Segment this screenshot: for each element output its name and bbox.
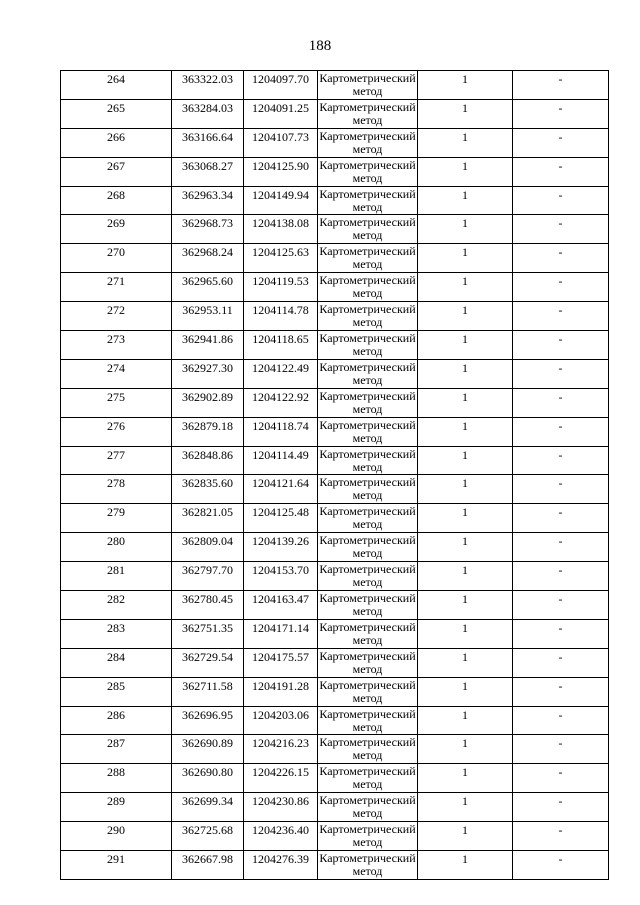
y-coordinate-cell: 1204125.48 (244, 504, 318, 533)
x-coordinate-cell: 362725.68 (172, 822, 244, 851)
table-row (61, 648, 609, 677)
y-coordinate-cell: 1204097.70 (244, 71, 318, 100)
y-coordinate-cell: 1204163.47 (244, 591, 318, 620)
accuracy-cell: 1 (418, 793, 513, 822)
point-number-cell: 281 (61, 562, 172, 591)
accuracy-cell: 1 (418, 99, 513, 128)
coordinates-table-body (61, 71, 609, 880)
table-row (61, 793, 609, 822)
y-coordinate-cell: 1204149.94 (244, 186, 318, 215)
accuracy-cell: 1 (418, 591, 513, 620)
y-coordinate-cell: 1204171.14 (244, 619, 318, 648)
point-number-cell: 269 (61, 215, 172, 244)
x-coordinate-cell: 362729.54 (172, 648, 244, 677)
method-cell: Картометрический метод (319, 331, 416, 359)
method-cell: Картометрический метод (319, 706, 416, 734)
y-coordinate-cell: 1204226.15 (244, 764, 318, 793)
y-coordinate-cell: 1204191.28 (244, 677, 318, 706)
accuracy-cell: 1 (418, 648, 513, 677)
x-coordinate-cell: 362953.11 (172, 302, 244, 331)
point-number-cell: 283 (61, 619, 172, 648)
y-coordinate-cell: 1204125.90 (244, 157, 318, 186)
note-cell: - (513, 244, 609, 273)
y-coordinate-cell: 1204139.26 (244, 533, 318, 562)
table-row (61, 186, 609, 215)
accuracy-cell: 1 (418, 302, 513, 331)
table-row (61, 128, 609, 157)
y-coordinate-cell: 1204230.86 (244, 793, 318, 822)
note-cell: - (513, 562, 609, 591)
table-row (61, 619, 609, 648)
table-row (61, 706, 609, 735)
method-cell: Картометрический метод (319, 186, 416, 214)
table-row (61, 215, 609, 244)
method-cell: Картометрический метод (319, 359, 416, 387)
x-coordinate-cell: 362927.30 (172, 359, 244, 388)
table-row (61, 446, 609, 475)
point-number-cell: 272 (61, 302, 172, 331)
accuracy-cell: 1 (418, 822, 513, 851)
note-cell: - (513, 99, 609, 128)
note-cell: - (513, 331, 609, 360)
note-cell: - (513, 417, 609, 446)
note-cell: - (513, 71, 609, 100)
x-coordinate-cell: 362699.34 (172, 793, 244, 822)
note-cell: - (513, 706, 609, 735)
point-number-cell: 276 (61, 417, 172, 446)
method-cell: Картометрический метод (319, 677, 416, 705)
x-coordinate-cell: 362690.89 (172, 735, 244, 764)
point-number-cell: 266 (61, 128, 172, 157)
y-coordinate-cell: 1204118.74 (244, 417, 318, 446)
table-row (61, 533, 609, 562)
x-coordinate-cell: 362667.98 (172, 851, 244, 880)
accuracy-cell: 1 (418, 504, 513, 533)
table-row (61, 504, 609, 533)
x-coordinate-cell: 362835.60 (172, 475, 244, 504)
accuracy-cell: 1 (418, 475, 513, 504)
table-row (61, 359, 609, 388)
accuracy-cell: 1 (418, 388, 513, 417)
table-row (61, 822, 609, 851)
y-coordinate-cell: 1204125.63 (244, 244, 318, 273)
x-coordinate-cell: 362879.18 (172, 417, 244, 446)
y-coordinate-cell: 1204122.49 (244, 359, 318, 388)
point-number-cell: 267 (61, 157, 172, 186)
point-number-cell: 270 (61, 244, 172, 273)
x-coordinate-cell: 362965.60 (172, 273, 244, 302)
point-number-cell: 284 (61, 648, 172, 677)
method-cell: Картометрический метод (319, 793, 416, 821)
method-cell: Картометрический метод (319, 735, 416, 763)
note-cell: - (513, 677, 609, 706)
y-coordinate-cell: 1204119.53 (244, 273, 318, 302)
method-cell: Картометрический метод (319, 504, 416, 532)
x-coordinate-cell: 362968.24 (172, 244, 244, 273)
method-cell: Картометрический метод (319, 417, 416, 445)
x-coordinate-cell: 362848.86 (172, 446, 244, 475)
accuracy-cell: 1 (418, 446, 513, 475)
x-coordinate-cell: 362696.95 (172, 706, 244, 735)
point-number-cell: 277 (61, 446, 172, 475)
accuracy-cell: 1 (418, 157, 513, 186)
method-cell: Картометрический метод (319, 446, 416, 474)
accuracy-cell: 1 (418, 706, 513, 735)
y-coordinate-cell: 1204114.78 (244, 302, 318, 331)
method-cell: Картометрический метод (319, 591, 416, 619)
point-number-cell: 282 (61, 591, 172, 620)
x-coordinate-cell: 362968.73 (172, 215, 244, 244)
method-cell: Картометрический метод (319, 157, 416, 185)
x-coordinate-cell: 362821.05 (172, 504, 244, 533)
method-cell: Картометрический метод (319, 71, 416, 98)
method-cell: Картометрический метод (319, 619, 416, 647)
accuracy-cell: 1 (418, 128, 513, 157)
point-number-cell: 290 (61, 822, 172, 851)
point-number-cell: 268 (61, 186, 172, 215)
accuracy-cell: 1 (418, 417, 513, 446)
accuracy-cell: 1 (418, 677, 513, 706)
method-cell: Картометрический метод (319, 99, 416, 127)
method-cell: Картометрический метод (319, 533, 416, 561)
point-number-cell: 271 (61, 273, 172, 302)
accuracy-cell: 1 (418, 215, 513, 244)
table-row (61, 851, 609, 880)
table-row (61, 562, 609, 591)
method-cell: Картометрический метод (319, 822, 416, 850)
note-cell: - (513, 388, 609, 417)
table-row (61, 735, 609, 764)
x-coordinate-cell: 362809.04 (172, 533, 244, 562)
accuracy-cell: 1 (418, 186, 513, 215)
note-cell: - (513, 735, 609, 764)
y-coordinate-cell: 1204216.23 (244, 735, 318, 764)
y-coordinate-cell: 1204175.57 (244, 648, 318, 677)
x-coordinate-cell: 362963.34 (172, 186, 244, 215)
table-row (61, 591, 609, 620)
x-coordinate-cell: 362797.70 (172, 562, 244, 591)
accuracy-cell: 1 (418, 533, 513, 562)
page-number: 188 (308, 38, 332, 54)
x-coordinate-cell: 362941.86 (172, 331, 244, 360)
table-row (61, 417, 609, 446)
point-number-cell: 289 (61, 793, 172, 822)
accuracy-cell: 1 (418, 851, 513, 880)
table-row (61, 677, 609, 706)
note-cell: - (513, 619, 609, 648)
note-cell: - (513, 475, 609, 504)
method-cell: Картометрический метод (319, 851, 416, 879)
x-coordinate-cell: 363166.64 (172, 128, 244, 157)
x-coordinate-cell: 362690.80 (172, 764, 244, 793)
note-cell: - (513, 793, 609, 822)
table-row (61, 273, 609, 302)
point-number-cell: 291 (61, 851, 172, 880)
table-row (61, 244, 609, 273)
point-number-cell: 286 (61, 706, 172, 735)
x-coordinate-cell: 362751.35 (172, 619, 244, 648)
table-row (61, 764, 609, 793)
y-coordinate-cell: 1204114.49 (244, 446, 318, 475)
x-coordinate-cell: 362902.89 (172, 388, 244, 417)
accuracy-cell: 1 (418, 244, 513, 273)
method-cell: Картометрический метод (319, 128, 416, 156)
note-cell: - (513, 822, 609, 851)
note-cell: - (513, 764, 609, 793)
note-cell: - (513, 157, 609, 186)
y-coordinate-cell: 1204122.92 (244, 388, 318, 417)
note-cell: - (513, 215, 609, 244)
point-number-cell: 280 (61, 533, 172, 562)
y-coordinate-cell: 1204118.65 (244, 331, 318, 360)
table-row (61, 71, 609, 100)
coordinates-table (60, 70, 609, 880)
table-row (61, 99, 609, 128)
x-coordinate-cell: 362711.58 (172, 677, 244, 706)
note-cell: - (513, 533, 609, 562)
y-coordinate-cell: 1204236.40 (244, 822, 318, 851)
note-cell: - (513, 273, 609, 302)
method-cell: Картометрический метод (319, 388, 416, 416)
point-number-cell: 265 (61, 99, 172, 128)
point-number-cell: 274 (61, 359, 172, 388)
accuracy-cell: 1 (418, 619, 513, 648)
y-coordinate-cell: 1204138.08 (244, 215, 318, 244)
note-cell: - (513, 591, 609, 620)
note-cell: - (513, 446, 609, 475)
point-number-cell: 278 (61, 475, 172, 504)
accuracy-cell: 1 (418, 764, 513, 793)
accuracy-cell: 1 (418, 273, 513, 302)
method-cell: Картометрический метод (319, 562, 416, 590)
point-number-cell: 275 (61, 388, 172, 417)
table-row (61, 388, 609, 417)
point-number-cell: 287 (61, 735, 172, 764)
table-row (61, 475, 609, 504)
y-coordinate-cell: 1204121.64 (244, 475, 318, 504)
method-cell: Картометрический метод (319, 475, 416, 503)
point-number-cell: 264 (61, 71, 172, 100)
table-row (61, 302, 609, 331)
x-coordinate-cell: 363068.27 (172, 157, 244, 186)
accuracy-cell: 1 (418, 562, 513, 591)
note-cell: - (513, 128, 609, 157)
y-coordinate-cell: 1204276.39 (244, 851, 318, 880)
y-coordinate-cell: 1204091.25 (244, 99, 318, 128)
x-coordinate-cell: 362780.45 (172, 591, 244, 620)
accuracy-cell: 1 (418, 331, 513, 360)
note-cell: - (513, 186, 609, 215)
note-cell: - (513, 302, 609, 331)
table-row (61, 331, 609, 360)
y-coordinate-cell: 1204107.73 (244, 128, 318, 157)
accuracy-cell: 1 (418, 735, 513, 764)
method-cell: Картометрический метод (319, 215, 416, 243)
method-cell: Картометрический метод (319, 648, 416, 676)
point-number-cell: 273 (61, 331, 172, 360)
table-row (61, 157, 609, 186)
method-cell: Картометрический метод (319, 764, 416, 792)
note-cell: - (513, 504, 609, 533)
accuracy-cell: 1 (418, 359, 513, 388)
method-cell: Картометрический метод (319, 302, 416, 330)
note-cell: - (513, 359, 609, 388)
point-number-cell: 285 (61, 677, 172, 706)
y-coordinate-cell: 1204153.70 (244, 562, 318, 591)
method-cell: Картометрический метод (319, 273, 416, 301)
accuracy-cell: 1 (418, 71, 513, 100)
point-number-cell: 279 (61, 504, 172, 533)
x-coordinate-cell: 363284.03 (172, 99, 244, 128)
point-number-cell: 288 (61, 764, 172, 793)
y-coordinate-cell: 1204203.06 (244, 706, 318, 735)
note-cell: - (513, 648, 609, 677)
x-coordinate-cell: 363322.03 (172, 71, 244, 100)
note-cell: - (513, 851, 609, 880)
method-cell: Картометрический метод (319, 244, 416, 272)
